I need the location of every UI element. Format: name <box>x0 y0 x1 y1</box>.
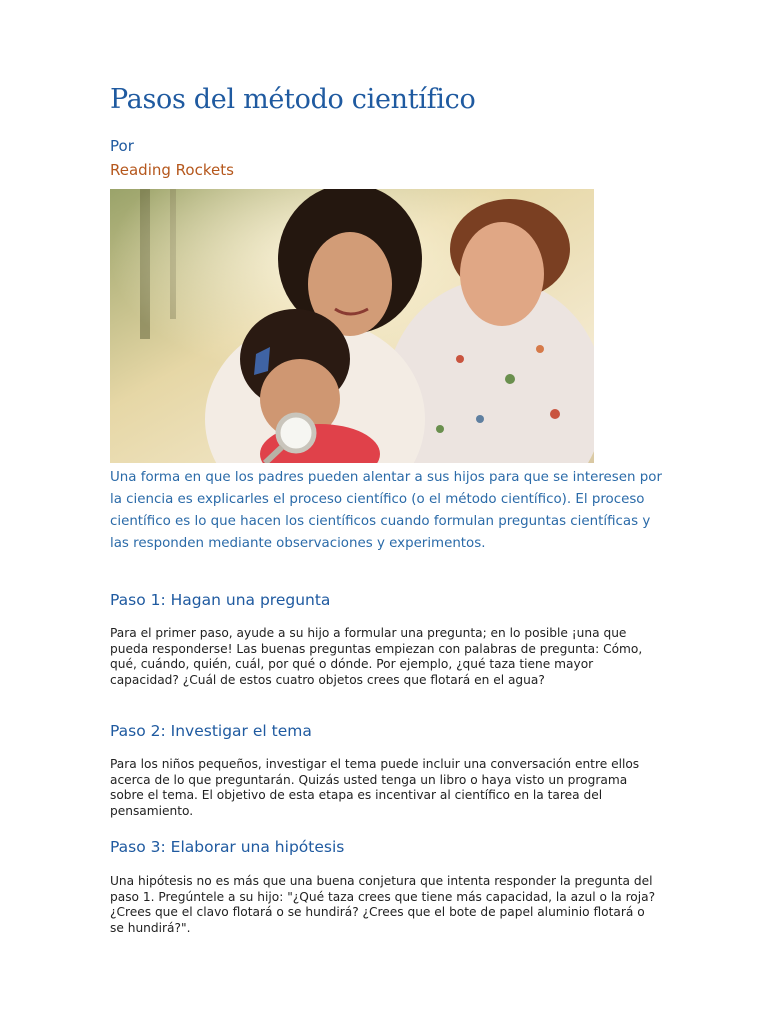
step-2-text: Para los niños pequeños, investigar el tema puede incluir una conversación entre ellos acerca de lo que preguntarán. Quizás usted tenga un libro o haya visto un programa sobre el tema. El objetivo de esta etapa es incentivar al científico en la tarea del pensamiento. <box>110 757 640 818</box>
step-3-heading: Paso 3: Elaborar una hipótesis <box>110 838 345 856</box>
byline-label: Por <box>110 137 134 155</box>
intro-paragraph: Una forma en que los padres pueden alentar a sus hijos para que se interesen por la ciencia es explicarles el proceso científico (o el método científico). El proceso científico es lo que hacen los científicos cuando formulan preguntas científicas y las responden mediante observaciones y experimentos. <box>110 470 662 551</box>
step-2-heading: Paso 2: Investigar el tema <box>110 722 312 740</box>
step-1-heading: Paso 1: Hagan una pregunta <box>110 591 331 609</box>
step-1-text: Para el primer paso, ayude a su hijo a formular una pregunta; en lo posible ¡una que pueda responderse! Las buenas preguntas empiezan con palabras de pregunta: Cómo, qué, cuándo, quién, cuál, por qué o dónde. Por ejemplo, ¿qué taza tiene mayor capacidad? ¿Cuál de estos cuatro objetos crees que flotará en el agua? <box>110 626 643 687</box>
author-link[interactable]: Reading Rockets <box>110 161 234 179</box>
hero-photo <box>110 189 594 463</box>
step-3-text: Una hipótesis no es más que una buena conjetura que intenta responder la pregunta del paso 1. Pregúntele a su hijo: "¿Qué taza crees que tiene más capacidad, la azul o la roja? ¿Crees que el clavo flotará o se hundirá? ¿Crees que el bote de papel aluminio flotará o se hundirá?". <box>110 874 656 935</box>
family-photo-illustration <box>110 189 594 463</box>
page-title: Pasos del método científico <box>110 84 476 115</box>
